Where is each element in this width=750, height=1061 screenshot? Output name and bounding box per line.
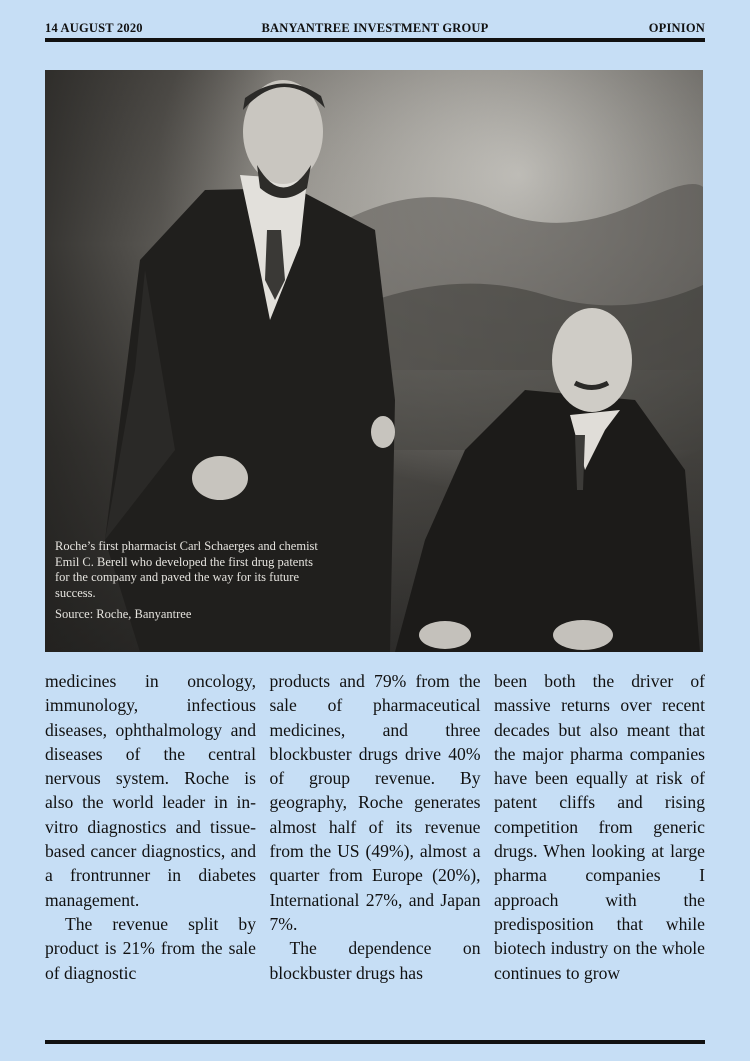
caption-text: Roche’s first pharmacist Carl Schaerges and chemist Emil C. Berell who developed the first drug patents for the company and paved the way for its future success. xyxy=(55,539,318,600)
issue-date: 14 AUGUST 2020 xyxy=(45,21,143,35)
page-header xyxy=(45,21,705,37)
photo-caption xyxy=(55,539,323,623)
column-3 xyxy=(494,669,705,1009)
paragraph: products and 79% from the sale of pharmaceutical medicines, and three blockbuster drugs drive 40% of group revenue. By geography, Roche generates almost half of its revenue from the US (49%), almost a quarter from Europe (20%), International 27%, and Japan 7%. xyxy=(269,671,481,934)
portrait-photo xyxy=(45,70,703,652)
paragraph: medicines in oncology, immunology, infectious diseases, ophthalmology and diseases of the central nervous system. Roche is also the world leader in in-vitro diagnostics and tissue-based cancer diagnostics, and a frontrunner in diabetes management. xyxy=(45,671,256,910)
paragraph: been both the driver of massive returns over recent decades but also meant that the major pharma companies have been equally at risk of patent cliffs and rising competition from generic drugs. When looking at large pharma companies I approach with the predisposition that while biotech industry on the whole continues to grow xyxy=(494,671,705,983)
footer-rule xyxy=(45,1040,705,1044)
publication-name: BANYANTREE INVESTMENT GROUP xyxy=(261,21,489,35)
section-label: OPINION xyxy=(648,21,705,35)
photo-source: Source: Roche, Banyantree xyxy=(55,607,192,621)
article-body xyxy=(45,669,705,1009)
paragraph: The dependence on blockbuster drugs has xyxy=(269,938,481,983)
column-2 xyxy=(270,669,481,1009)
paragraph: The revenue split by product is 21% from the sale of diagnostic xyxy=(45,913,256,983)
column-1 xyxy=(45,669,256,1009)
header-rule xyxy=(45,38,705,42)
